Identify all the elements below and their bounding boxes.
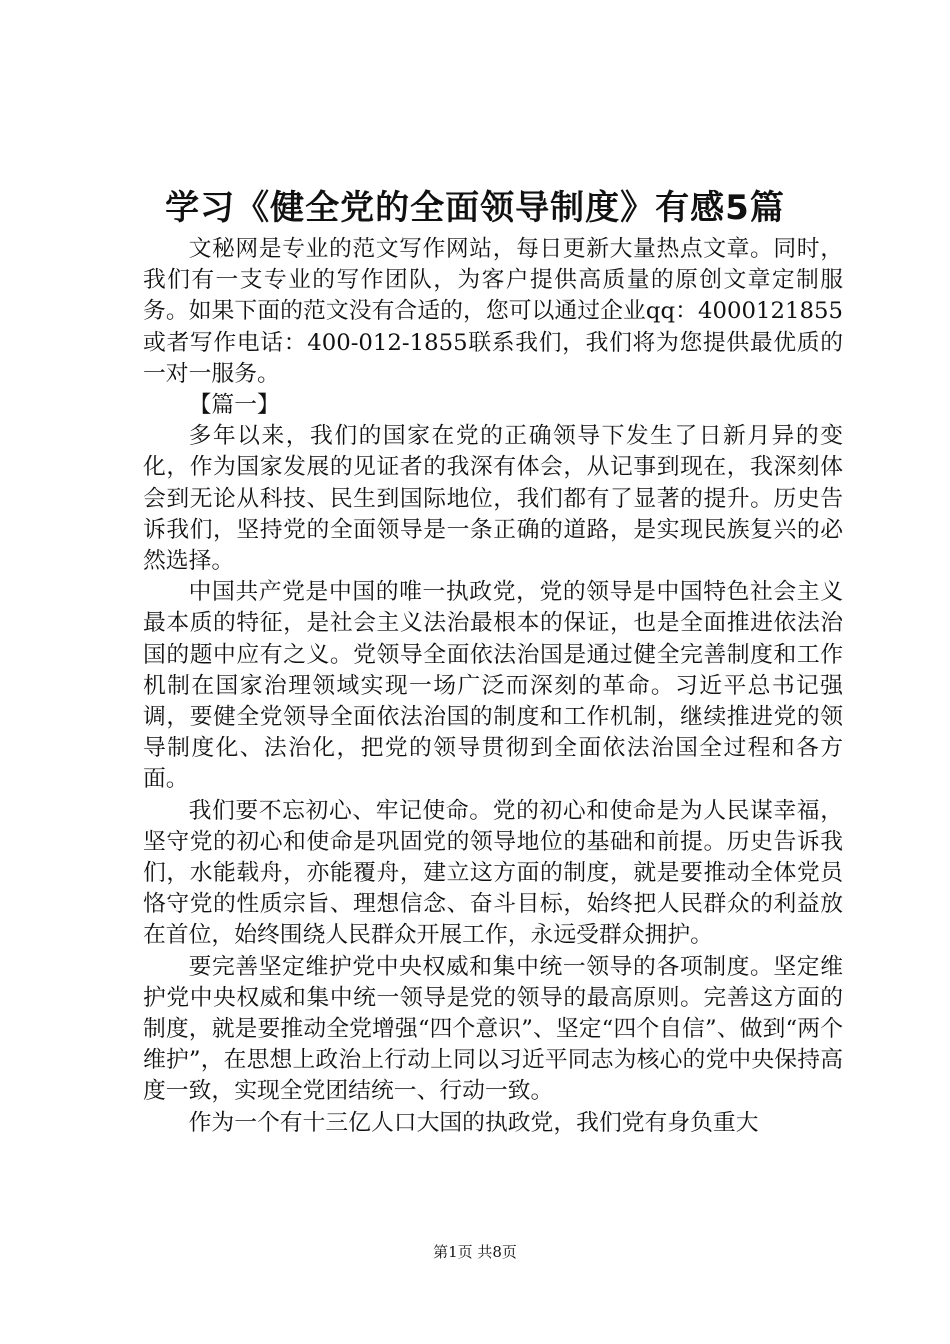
- body-paragraph-3: 我们要不忘初心、牢记使命。党的初心和使命是为人民谋幸福，坚守党的初心和使命是巩固党的领导地位的基础和前提。历史告诉我们，水能载舟，亦能覆舟，建立这方面的制度，就是要推动全体党员恪守党的性质宗旨、理想信念、奋斗目标，始终把人民群众的利益放在首位，始终围绕人民群众开展工作，永远受群众拥护。: [143, 797, 843, 949]
- body-paragraph-5: 作为一个有十三亿人口大国的执政党，我们党有身负重大: [188, 1109, 759, 1136]
- section-heading: 【篇一】: [188, 392, 280, 419]
- body-paragraph-1: 多年以来，我们的国家在党的正确领导下发生了日新月异的变化，作为国家发展的见证者的我深有体会，从记事到现在，我深刻体会到无论从科技、民生到国际地位，我们都有了显著的提升。历史告诉我们，坚持党的全面领导是一条正确的道路，是实现民族复兴的必然选择。: [143, 423, 843, 575]
- document-body: [143, 234, 843, 1139]
- body-paragraph-2: 中国共产党是中国的唯一执政党，党的领导是中国特色社会主义最本质的特征，是社会主义法治最根本的保证，也是全面推进依法治国的题中应有之义。党领导全面依法治国是通过健全完善制度和工作机制在国家治理领域实现一场广泛而深刻的革命。习近平总书记强调，要健全党领导全面依法治国的制度和工作机制，继续推进党的领导制度化、法治化，把党的领导贯彻到全面依法治国全过程和各方面。: [143, 579, 843, 793]
- page-number-footer: 第1页 共8页: [433, 1243, 517, 1261]
- body-paragraph-4: 要完善坚定维护党中央权威和集中统一领导的各项制度。坚定维护党中央权威和集中统一领导是党的领导的最高原则。完善这方面的制度，就是要推动全党增强“四个意识”、坚定“四个自信”、做到“两个维护”，在思想上政治上行动上同以习近平同志为核心的党中央保持高度一致，实现全党团结统一、行动一致。: [143, 953, 843, 1105]
- intro-paragraph: 文秘网是专业的范文写作网站，每日更新大量热点文章。同时，我们有一支专业的写作团队，为客户提供高质量的原创文章定制服务。如果下面的范文没有合适的，您可以通过企业qq：4000121855或者写作电话：400-012-1855联系我们，我们将为您提供最优质的一对一服务。: [143, 236, 843, 387]
- document-title: 学习《健全党的全面领导制度》有感5篇: [165, 188, 785, 228]
